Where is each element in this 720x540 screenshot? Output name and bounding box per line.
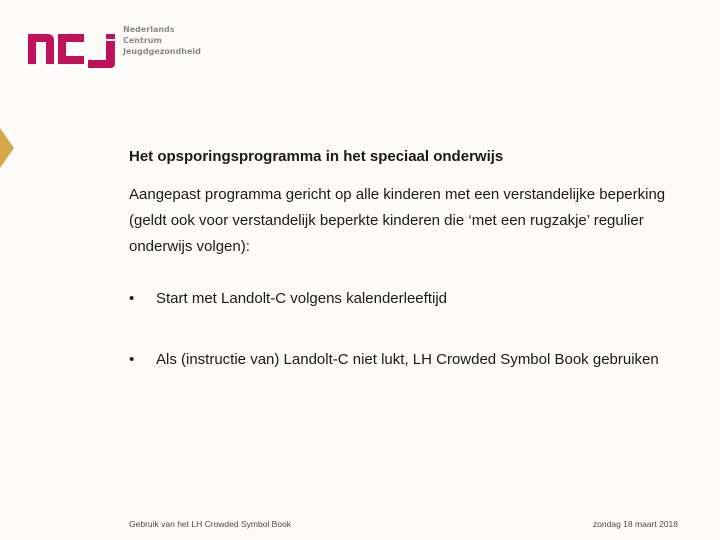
logo-line-3: Jeugdgezondheid (123, 47, 201, 56)
ncj-logo (28, 24, 208, 70)
ncj-logo-mark (28, 28, 118, 68)
slide-heading: Het opsporingsprogramma in het speciaal onderwijs (129, 148, 504, 165)
bullet-marker: • (129, 290, 135, 307)
logo-line-1: Nederlands (123, 25, 175, 34)
bullet-item (129, 286, 689, 312)
slide-content (129, 146, 689, 408)
bullet-marker: • (129, 351, 135, 368)
bullet-item (129, 347, 689, 373)
bullet-text: Start met Landolt-C volgens kalenderleeftijd (156, 290, 447, 307)
footer-title: Gebruik van het LH Crowded Symbol Book (129, 519, 292, 529)
logo-line-2: Centrum (123, 36, 162, 45)
bullet-list (129, 286, 689, 373)
footer-date: zondag 18 maart 2018 (592, 519, 678, 529)
triangle-right-icon (0, 128, 14, 168)
logo-wordmark (123, 24, 201, 57)
bullet-text: Als (instructie van) Landolt-C niet lukt, LH Crowded Symbol Book gebruiken (156, 351, 659, 368)
intro-paragraph: Aangepast programma gericht op alle kinderen met een verstandelijke beperking (geldt ook voor verstandelijk beperkte kinderen die ‘met een rugzakje’ regulier onderwijs volgen): (129, 186, 666, 255)
